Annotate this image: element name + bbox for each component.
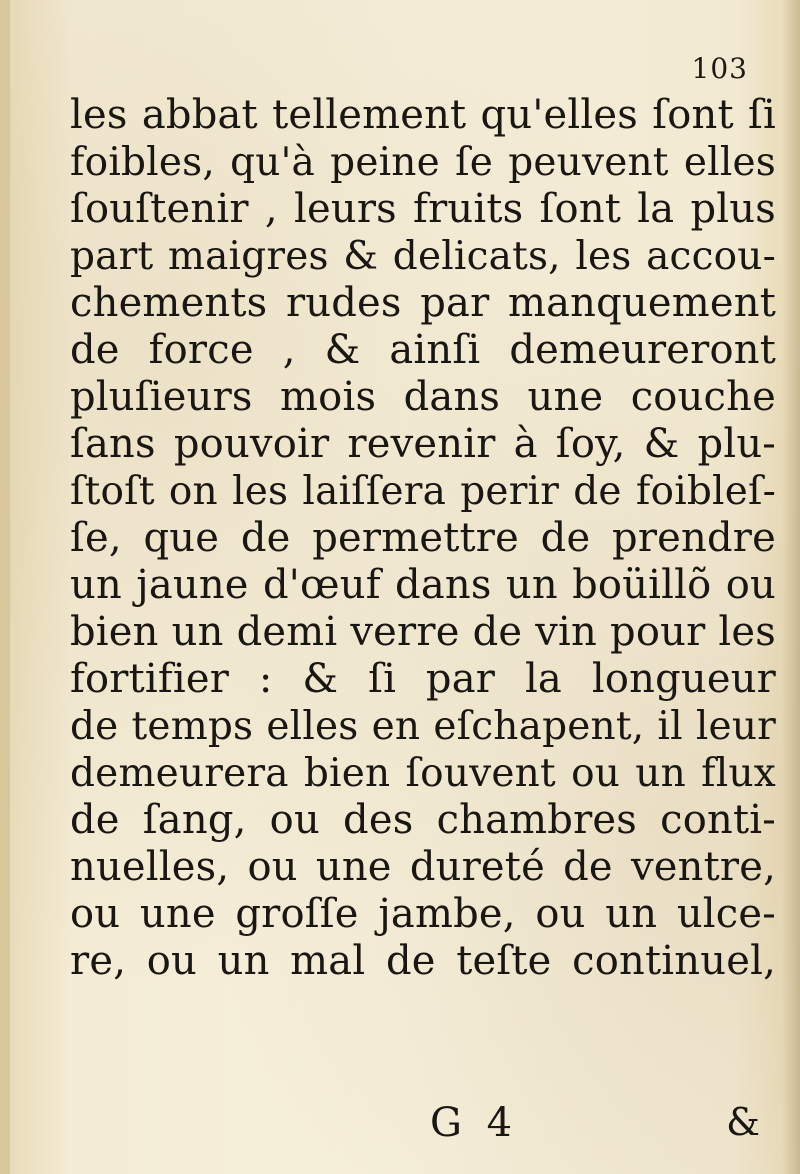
- catchword: &: [726, 1100, 760, 1144]
- text-line: ſouſtenir , leurs fruits ſont la plus: [70, 186, 776, 232]
- text-line: un jaune d'œuf dans un boüillõ ou: [70, 562, 776, 608]
- text-line: fortifier : & ſi par la longueur: [70, 656, 776, 702]
- body-text: [70, 92, 776, 985]
- text-line: re, ou un mal de teſte continuel,: [70, 938, 776, 984]
- page-edge-shadow: [782, 0, 800, 1174]
- text-line: de temps elles en eſchapent, il leur: [70, 704, 776, 749]
- text-line: de force , & ainſi demeureront: [70, 327, 776, 373]
- text-line: bien un demi verre de vin pour les: [70, 609, 776, 655]
- text-line: ou une groſſe jambe, ou un ulce-: [70, 891, 776, 937]
- signature-mark: G 4: [430, 1100, 519, 1146]
- text-line: ſe, que de permettre de prendre: [70, 515, 776, 561]
- text-line: nuelles, ou une dureté de ventre,: [70, 844, 776, 890]
- page-number: 103: [691, 52, 748, 85]
- text-line: demeurera bien ſouvent ou un flux: [70, 751, 776, 796]
- text-line: foibles, qu'à peine ſe peuvent elles: [70, 140, 776, 185]
- text-line: de ſang, ou des chambres conti-: [70, 797, 776, 843]
- text-line: part maigres & delicats, les accou-: [70, 234, 776, 279]
- text-line: ſans pouvoir revenir à ſoy, & plu-: [70, 421, 776, 467]
- text-line: ſtoſt on les laiſſera perir de foibleſ-: [70, 469, 776, 514]
- text-line: chements rudes par manquement: [70, 280, 776, 326]
- text-line: les abbat tellement qu'elles ſont ſi: [70, 92, 776, 138]
- text-line: pluſieurs mois dans une couche: [70, 374, 776, 420]
